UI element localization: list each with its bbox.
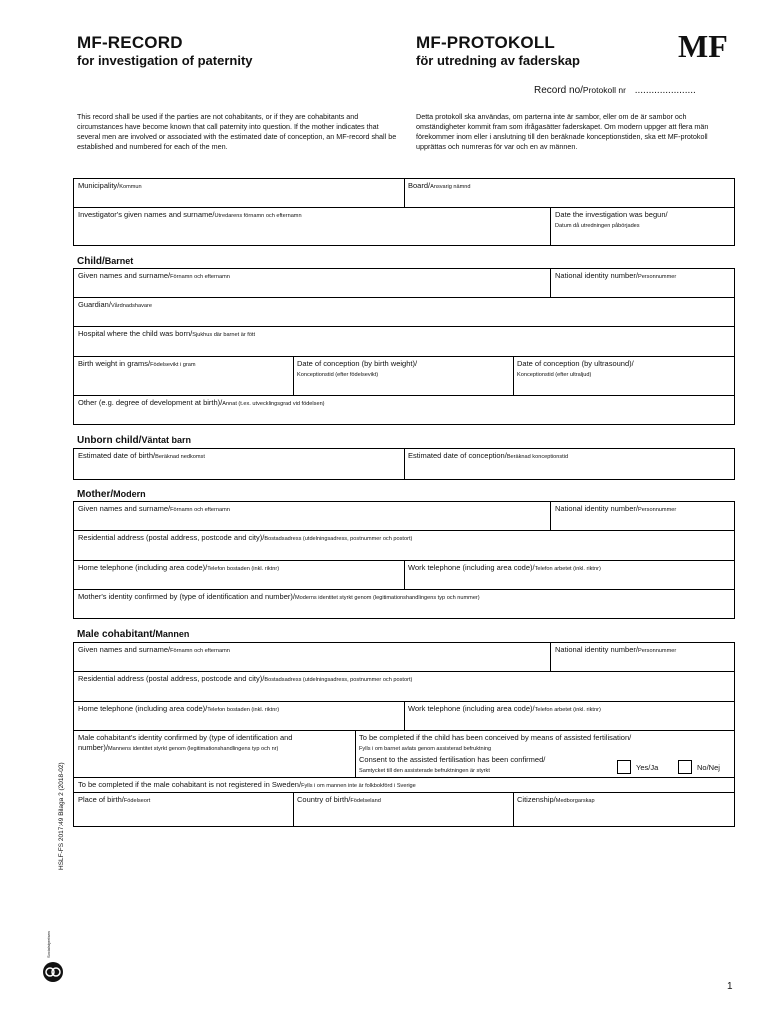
cohabitant-home-tel-field[interactable]: Home telephone (including area code)/Telefon bostaden (inkl. riktnr) [78, 704, 280, 713]
hospital-field[interactable]: Hospital where the child was born/Sjukhus där barnet är fött [78, 329, 256, 338]
consent-yes-checkbox[interactable] [617, 760, 631, 774]
intro-en: This record shall be used if the parties are not cohabitants, or if they are cohabitants and circumstances have become known that call paternity into question. If the mother indicates that several men are involved or associated with the estimated date of conception, an MF-record shall be established and numbered for each of the men. [77, 112, 397, 151]
cohabitant-work-tel-field[interactable]: Work telephone (including area code)/Telefon arbetet (inkl. riktnr) [408, 704, 601, 713]
divider [293, 792, 294, 827]
country-of-birth-field[interactable]: Country of birth/Födelseland [297, 795, 381, 804]
divider [355, 730, 356, 777]
municipality-field[interactable]: Municipality/Kommun [78, 181, 142, 190]
mother-given-names-field[interactable]: Given names and surname/Förnamn och efternamn [78, 504, 230, 513]
guardian-field[interactable]: Guardian/Vårdnadshavare [78, 300, 152, 309]
subtitle-en: for investigation of paternity [77, 53, 253, 68]
record-no-label: Record no/ [534, 85, 583, 96]
date-begun-field[interactable]: Date the investigation was begun/ Datum då utredningen påbörjades [555, 210, 668, 229]
child-nin-field[interactable]: National identity number/Personnummer [555, 271, 677, 280]
birth-weight-field[interactable]: Birth weight in grams/Födelsevikt i gram [78, 359, 196, 368]
cohabitant-nin-field[interactable]: National identity number/Personnummer [555, 645, 677, 654]
divider [73, 777, 735, 778]
mother-nin-field[interactable]: National identity number/Personnummer [555, 504, 677, 513]
divider [73, 356, 735, 357]
mf-badge: MF [678, 28, 728, 64]
child-other-field[interactable]: Other (e.g. degree of development at birth)/Annat (t.ex. utvecklingsgrad vid födelsen) [78, 398, 325, 407]
citizenship-field[interactable]: Citizenship/Medborgarskap [517, 795, 595, 804]
title-en: MF-RECORD [77, 33, 183, 52]
divider [73, 671, 735, 672]
mother-address-field[interactable]: Residential address (postal address, postcode and city)/Bostadsadress (utdelningsadress, postnummer och postort) [78, 533, 413, 542]
consent-no-label: No/Nej [697, 763, 720, 772]
divider [73, 730, 735, 731]
conception-weight-field[interactable]: Date of conception (by birth weight)/ Konceptionstid (efter födelsevikt) [297, 359, 418, 378]
consent-yes-label: Yes/Ja [636, 763, 659, 772]
divider [73, 326, 735, 327]
divider [404, 560, 405, 589]
mother-home-tel-field[interactable]: Home telephone (including area code)/Telefon bostaden (inkl. riktnr) [78, 563, 280, 572]
mother-identity-field[interactable]: Mother's identity confirmed by (type of identification and number)/Moderns identitet styrkt genom (legitimationshandlingens typ och nummer) [78, 592, 480, 601]
unborn-heading: Unborn child/Väntat barn [77, 435, 191, 446]
divider [550, 207, 551, 246]
cohabitant-heading: Male cohabitant/Mannen [77, 629, 190, 640]
record-no-label-sv: Protokoll nr [582, 85, 626, 95]
divider [513, 792, 514, 827]
intro-sv: Detta protokoll ska användas, om parterna inte är sambor, eller om de är sambor och omständigheter kommit fram som ifrågasätter faderskapet. Om modern uppger att flera män förekommer inom eller i anslutning till den beräknade konceptionstiden, ska ett MF-protokoll upprättas och numreras för var och en av männen. [416, 112, 709, 151]
divider [73, 589, 735, 590]
subtitle-sv: för utredning av faderskap [416, 53, 580, 68]
divider [73, 792, 735, 793]
logo-text: Socialstyrelsen [46, 931, 51, 958]
divider [293, 356, 294, 395]
divider [404, 178, 405, 207]
divider [73, 207, 735, 208]
not-registered-note: To be completed if the male cohabitant is not registered in Sweden/Fylls i om mannen inte är folkbokförd i Sverige [78, 780, 416, 789]
form-code: HSLF-FS 2017:49 Bilaga 2 (2018-02) [58, 762, 65, 870]
divider [550, 642, 551, 671]
divider [404, 448, 405, 480]
consent-no-checkbox[interactable] [678, 760, 692, 774]
mother-heading: Mother/Modern [77, 489, 146, 500]
conception-ultrasound-field[interactable]: Date of conception (by ultrasound)/ Konceptionstid (efter ultraljud) [517, 359, 634, 378]
child-given-names-field[interactable]: Given names and surname/Förnamn och efternamn [78, 271, 230, 280]
cohabitant-given-names-field[interactable]: Given names and surname/Förnamn och efternamn [78, 645, 230, 654]
divider [73, 297, 735, 298]
est-conception-field[interactable]: Estimated date of conception/Beräknad konceptionstid [408, 451, 569, 460]
record-no-field[interactable]: ...................... [634, 85, 696, 96]
board-field[interactable]: Board/Ansvarig nämnd [408, 181, 471, 190]
consent-label: Consent to the assisted fertilisation has been confirmed/ Samtycket till den assisterade befruktningen är styrkt [359, 755, 546, 774]
cohabitant-address-field[interactable]: Residential address (postal address, postcode and city)/Bostadsadress (utdelningsadress, postnummer och postort) [78, 674, 413, 683]
assisted-fertilisation-note: To be completed if the child has been conceived by means of assisted fertilisation/ Fylls i om barnet avlats genom assisterad befruktning [359, 733, 632, 752]
child-heading: Child/Barnet [77, 256, 134, 267]
divider [550, 501, 551, 530]
cohabitant-identity-field[interactable]: Male cohabitant's identity confirmed by (type of identification and number)/Mannens identitet styrkt genom (legitimationshandlingens typ och nr) [78, 733, 293, 752]
socialstyrelsen-logo [42, 960, 64, 984]
record-number [534, 85, 696, 96]
mother-work-tel-field[interactable]: Work telephone (including area code)/Telefon arbetet (inkl. riktnr) [408, 563, 601, 572]
title-sv: MF-PROTOKOLL [416, 33, 556, 52]
page-number: 1 [727, 981, 733, 992]
divider [550, 268, 551, 297]
divider [73, 395, 735, 396]
investigator-field[interactable]: Investigator's given names and surname/Utredarens förnamn och efternamn [78, 210, 302, 219]
divider [73, 530, 735, 531]
divider [404, 701, 405, 730]
divider [513, 356, 514, 395]
place-of-birth-field[interactable]: Place of birth/Födelseort [78, 795, 151, 804]
est-birth-field[interactable]: Estimated date of birth/Beräknad nedkomst [78, 451, 205, 460]
